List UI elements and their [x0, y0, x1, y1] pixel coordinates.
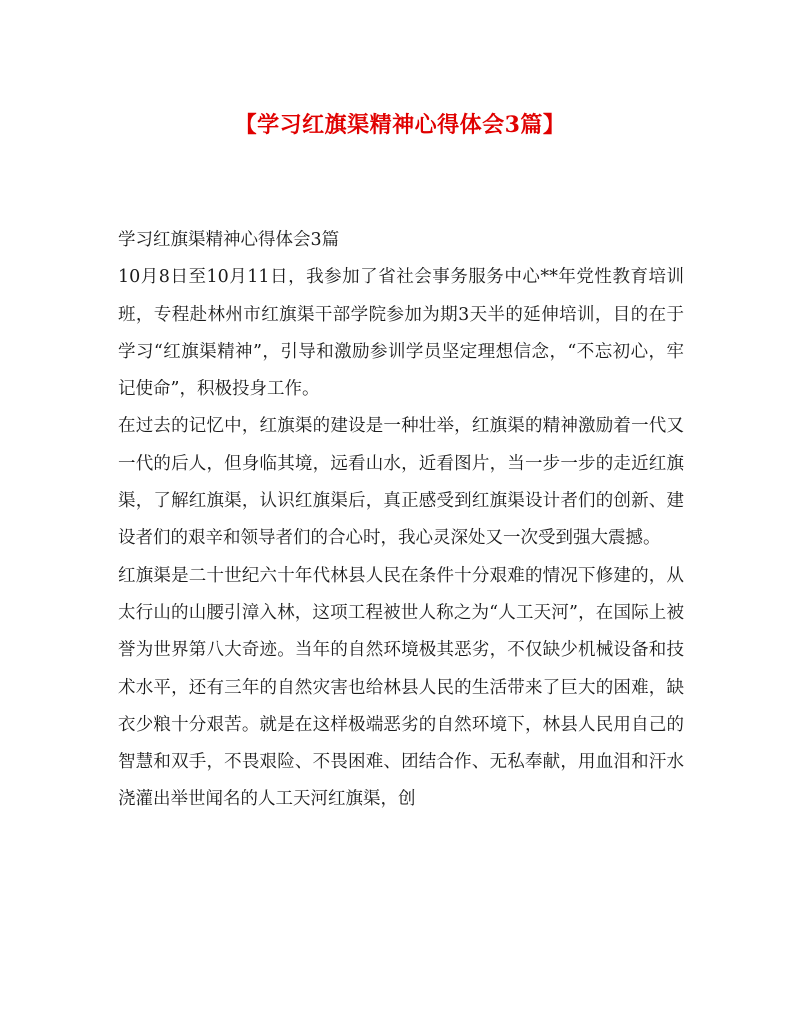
document-title: 【学习红旗渠精神心得体会3篇】	[234, 112, 566, 138]
body-paragraph-1: 10月8日至10月11日，我参加了省社会事务服务中心**年党性教育培训班，专程赴林州市红旗渠干部学院参加为期3天半的延伸培训，目的在于学习“红旗渠精神”，引导和激励参训学员坚定理想信念，“不忘初心，牢记使命”，积极投身工作。	[118, 267, 684, 400]
subtitle-paragraph: 学习红旗渠精神心得体会3篇	[118, 230, 340, 250]
document-body	[118, 222, 684, 819]
body-paragraph-3: 红旗渠是二十世纪六十年代林县人民在条件十分艰难的情况下修建的，从太行山的山腰引漳入林，这项工程被世人称之为“人工天河”，在国际上被誉为世界第八大奇迹。当年的自然环境极其恶劣，不仅缺少机械设备和技术水平，还有三年的自然灾害也给林县人民的生活带来了巨大的困难，缺衣少粮十分艰苦。就是在这样极端恶劣的自然环境下，林县人民用自己的智慧和双手，不畏艰险、不畏困难、团结合作、无私奉献，用血泪和汗水浇灌出举世闻名的人工天河红旗渠，创	[118, 565, 684, 810]
body-paragraph-2: 在过去的记忆中，红旗渠的建设是一种壮举，红旗渠的精神激励着一代又一代的后人，但身临其境，远看山水，近看图片，当一步一步的走近红旗渠，了解红旗渠，认识红旗渠后，真正感受到红旗渠设计者们的创新、建设者们的艰辛和领导者们的合心时，我心灵深处又一次受到强大震撼。	[118, 416, 684, 549]
